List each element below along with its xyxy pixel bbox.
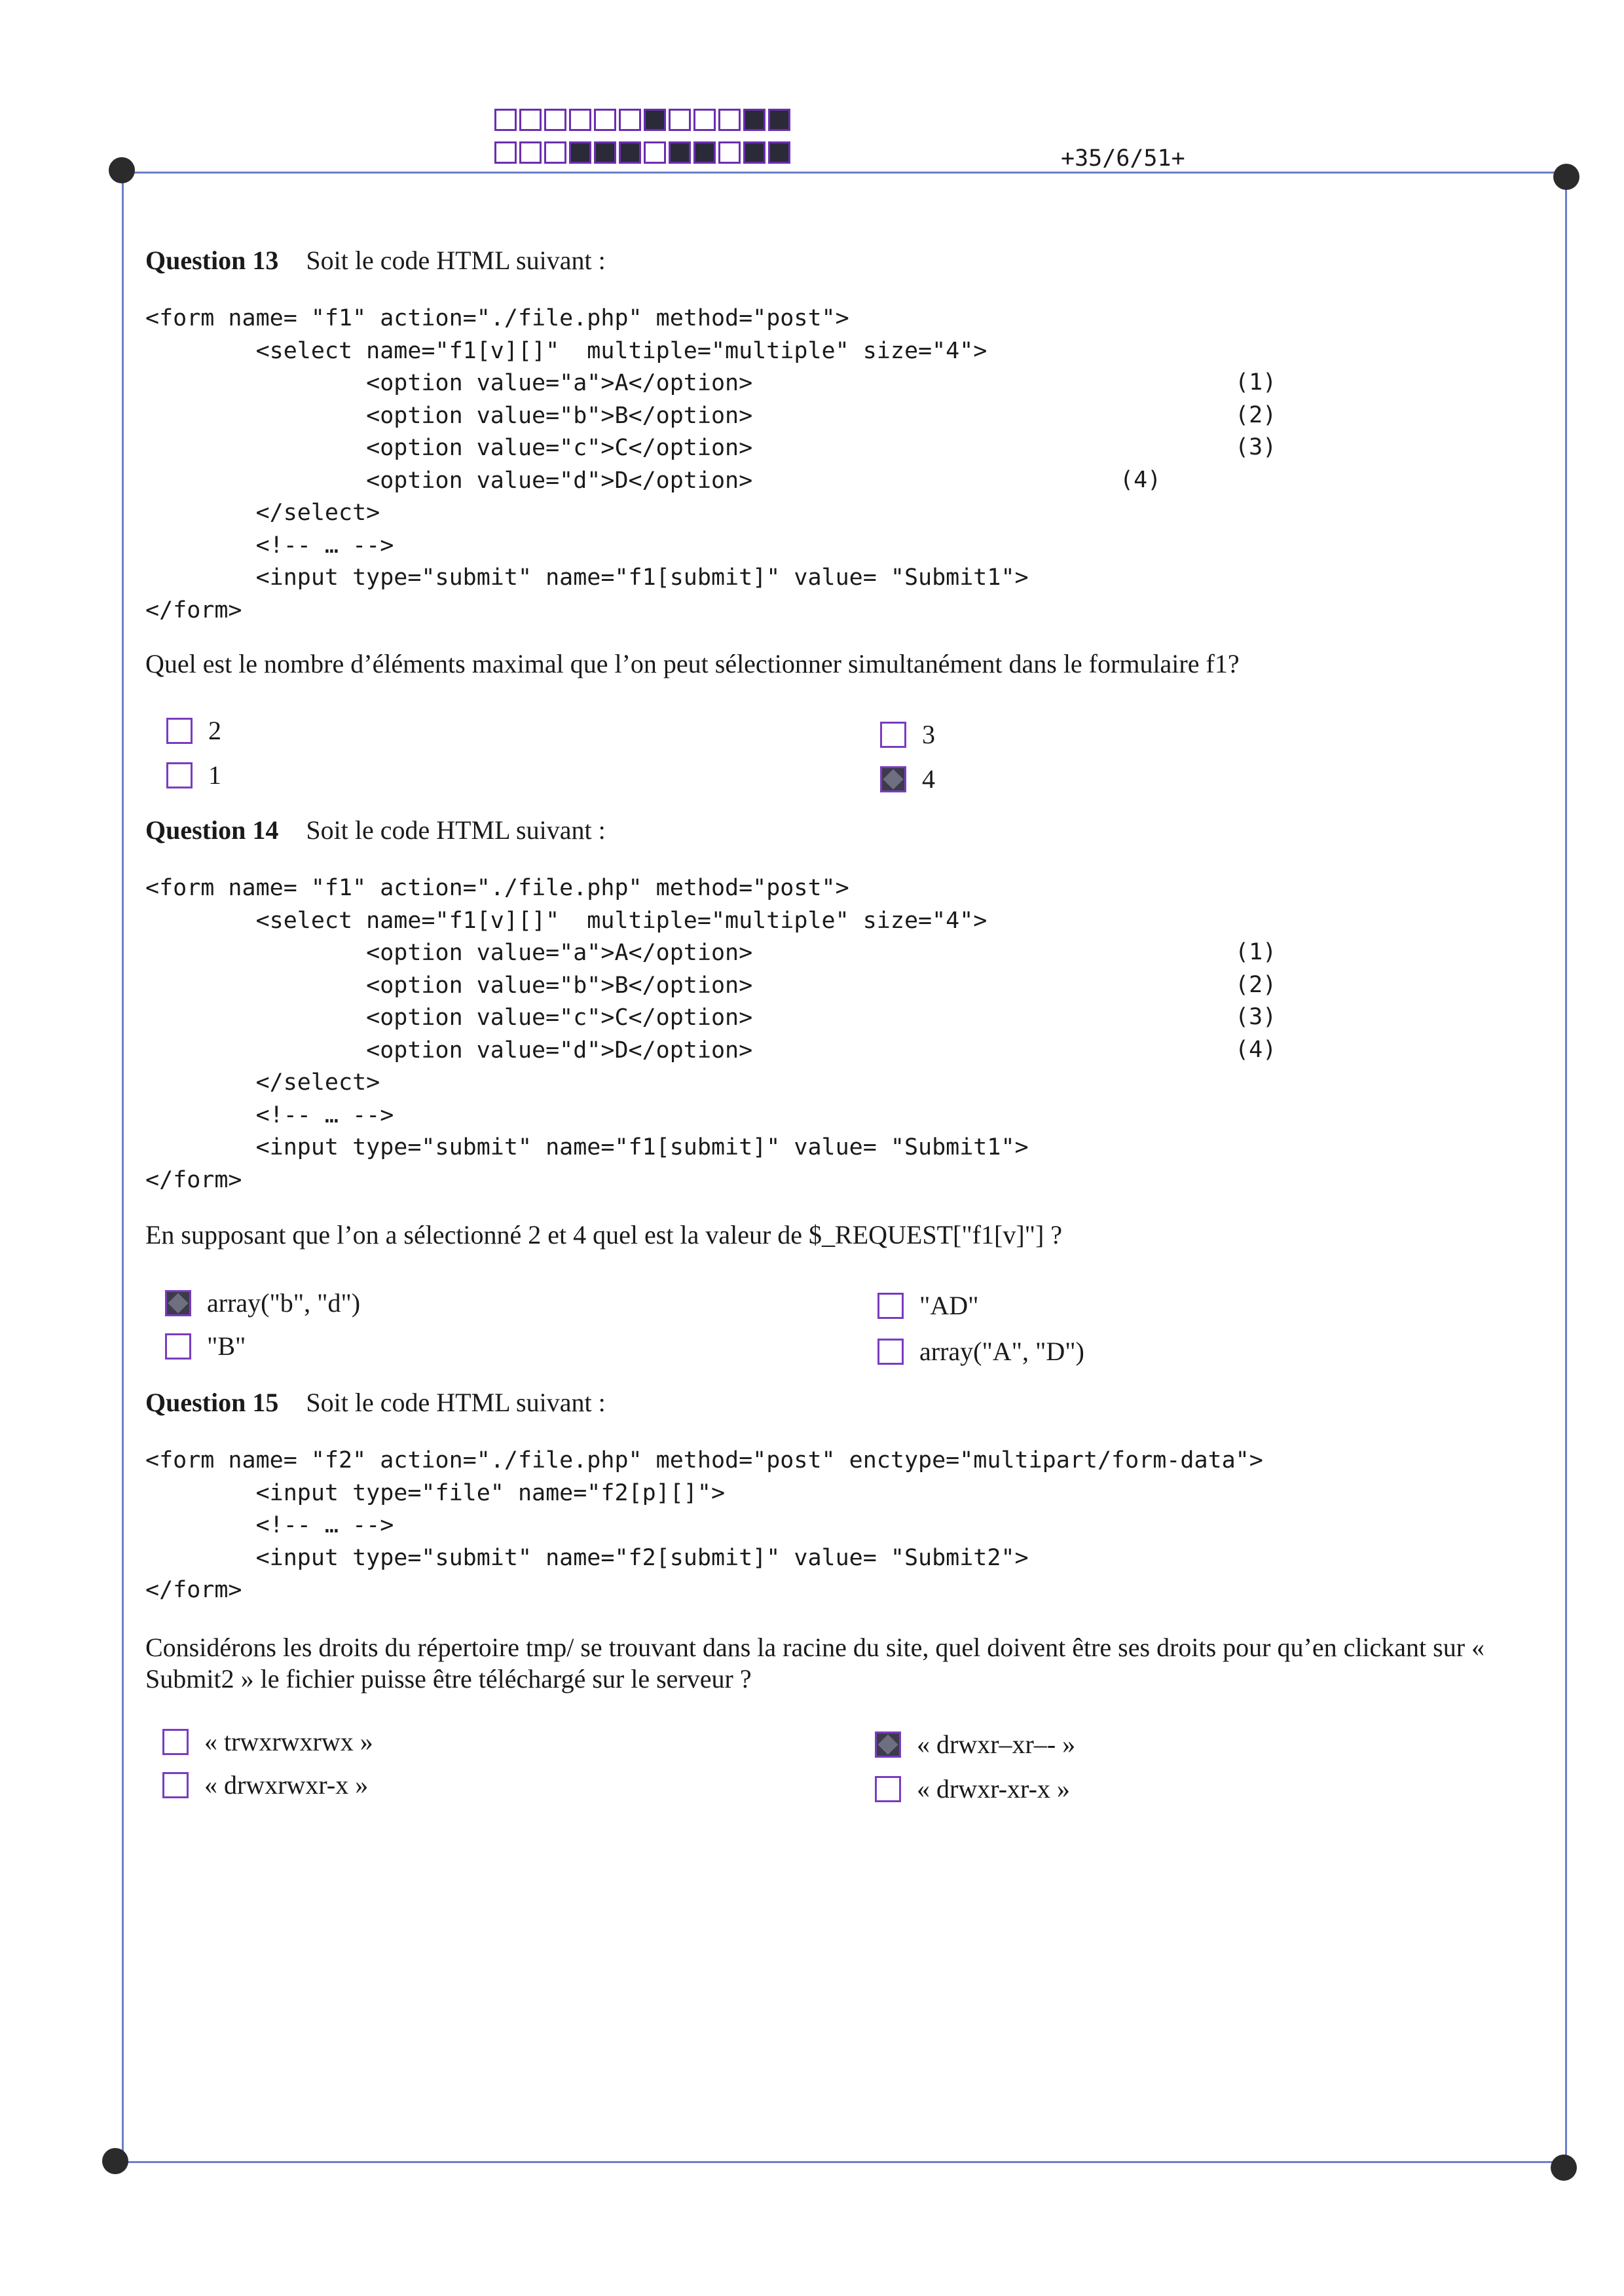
choice-q14-array-bd[interactable] [165, 1287, 360, 1318]
checkbox-icon[interactable] [165, 1333, 191, 1360]
question-intro: Soit le code HTML suivant : [306, 1388, 606, 1417]
question-intro: Soit le code HTML suivant : [306, 815, 606, 845]
choice-label: 2 [208, 716, 221, 745]
question-intro: Soit le code HTML suivant : [306, 246, 606, 275]
checked-checkbox-icon[interactable] [165, 1290, 191, 1316]
choice-label: « drwxrwxr-x » [204, 1770, 369, 1800]
choice-q15-trwxrwxrwx[interactable] [162, 1726, 373, 1757]
id-grid-cell-filled [768, 141, 790, 164]
code-line: <form name= "f2" action="./file.php" method="post" enctype="multipart/form-data"> [145, 1447, 1263, 1473]
id-grid-cell [693, 109, 716, 131]
choice-q15-drwxrwxr-x[interactable] [162, 1769, 368, 1800]
corner-mark-top-right [1553, 164, 1579, 190]
code-line: </form> [145, 597, 242, 623]
code-line: <form name= "f1" action="./file.php" method="post"> [145, 305, 849, 331]
choice-label: "AD" [919, 1291, 979, 1320]
id-grid-cell-filled [669, 141, 691, 164]
choice-q14-b[interactable] [165, 1331, 246, 1361]
code-line: <input type="submit" name="f1[submit]" value= "Submit1"> [145, 565, 1029, 591]
line-number: (1) [1235, 369, 1277, 396]
code-line: <option value="c">C</option> [145, 1005, 753, 1031]
line-number: (4) [1120, 467, 1162, 493]
id-grid-cell [669, 109, 691, 131]
question-14-header [145, 815, 606, 845]
line-number: (3) [1235, 1004, 1277, 1030]
id-grid-cell-filled [619, 141, 641, 164]
code-line: <select name="f1[v][]" multiple="multiple" size="4"> [145, 907, 987, 934]
id-grid-row-1 [494, 109, 793, 131]
code-line: <!-- … --> [145, 532, 394, 559]
choice-q13-4[interactable] [880, 764, 935, 794]
code-line: <!-- … --> [145, 1102, 394, 1128]
choice-q13-2[interactable] [166, 715, 221, 746]
id-grid-cell [644, 141, 666, 164]
checkbox-icon[interactable] [877, 1293, 904, 1319]
id-grid-cell-filled [743, 109, 766, 131]
id-grid-cell-filled [768, 109, 790, 131]
code-line: </form> [145, 1577, 242, 1603]
question-13-header [145, 245, 606, 276]
page-id: +35/6/51+ [1061, 145, 1185, 172]
code-block-q13 [145, 303, 1029, 627]
choice-q14-array-ad[interactable] [877, 1336, 1084, 1367]
id-grid-cell [494, 141, 517, 164]
choice-label: 1 [208, 760, 221, 790]
id-grid-cell-filled [693, 141, 716, 164]
id-grid-cell [544, 109, 566, 131]
frame-top-line [123, 172, 1569, 174]
code-block-q15 [145, 1445, 1263, 1607]
choice-label: « trwxrwxrwx » [204, 1727, 373, 1756]
question-14-prompt: En supposant que l’on a sélectionné 2 et 4 quel est la valeur de $_REQUEST["f1[v]"] ? [145, 1220, 1063, 1250]
choice-label: "B" [207, 1331, 246, 1361]
code-line: <option value="b">B</option> [145, 972, 753, 999]
id-grid-cell-filled [594, 141, 616, 164]
id-grid-cell-filled [569, 141, 591, 164]
checkbox-icon[interactable] [162, 1772, 189, 1798]
code-line: <option value="d">D</option> [145, 1037, 753, 1064]
code-line: </form> [145, 1166, 242, 1193]
line-number: (2) [1235, 402, 1277, 428]
choice-label: « drwxr–xr–- » [917, 1730, 1076, 1759]
code-line: <option value="a">A</option> [145, 940, 753, 966]
code-block-q14 [145, 872, 1029, 1196]
choice-q13-3[interactable] [880, 719, 935, 750]
code-line: </select> [145, 1069, 380, 1096]
choice-q15-drwxr-xr-x[interactable] [875, 1773, 1070, 1804]
code-line: <input type="file" name="f2[p][]"> [145, 1479, 726, 1506]
id-grid-cell [519, 109, 542, 131]
checkbox-icon[interactable] [875, 1776, 901, 1802]
id-grid-cell [519, 141, 542, 164]
id-grid-cell [718, 109, 741, 131]
line-number: (1) [1235, 939, 1277, 965]
checked-checkbox-icon[interactable] [880, 766, 906, 792]
line-number: (2) [1235, 972, 1277, 998]
line-number: (3) [1235, 434, 1277, 460]
code-line: <input type="submit" name="f1[submit]" value= "Submit1"> [145, 1134, 1029, 1160]
choice-label: array("b", "d") [207, 1288, 361, 1318]
checkbox-icon[interactable] [166, 718, 193, 744]
choice-q13-1[interactable] [166, 760, 221, 790]
line-number: (4) [1235, 1037, 1277, 1063]
checkbox-icon[interactable] [166, 762, 193, 788]
code-line: <option value="d">D</option> [145, 467, 753, 494]
question-number: Question 15 [145, 1388, 279, 1417]
code-line: <select name="f1[v][]" multiple="multiple" size="4"> [145, 337, 987, 364]
question-15-prompt: Considérons les droits du répertoire tmp/ se trouvant dans la racine du site, quel doivent être ses droits pour qu’en clickant sur « Submit2 » le fichier puisse être téléchargé sur le serveur ? [145, 1633, 1485, 1694]
code-line: <!-- … --> [145, 1512, 394, 1538]
choice-label: « drwxr-xr-x » [917, 1774, 1070, 1804]
id-grid-cell [544, 141, 566, 164]
question-number: Question 13 [145, 246, 279, 275]
corner-mark-top-left [109, 157, 135, 183]
choice-label: array("A", "D") [919, 1337, 1084, 1366]
code-line: <input type="submit" name="f2[submit]" value= "Submit2"> [145, 1544, 1029, 1571]
question-15-header [145, 1387, 606, 1418]
checkbox-icon[interactable] [162, 1729, 189, 1755]
id-grid-cell-filled [743, 141, 766, 164]
question-13-prompt: Quel est le nombre d’éléments maximal que l’on peut sélectionner simultanément dans le formulaire f1? [145, 649, 1240, 678]
id-grid-cell [569, 109, 591, 131]
id-grid-cell-filled [644, 109, 666, 131]
frame-left-line [122, 172, 124, 2162]
frame-right-line [1565, 173, 1567, 2162]
id-grid-cell [594, 109, 616, 131]
frame-bottom-line [115, 2161, 1564, 2163]
question-number: Question 14 [145, 815, 279, 845]
corner-mark-bottom-right [1551, 2155, 1577, 2181]
checkbox-icon[interactable] [877, 1339, 904, 1365]
id-grid-row-2 [494, 141, 793, 164]
choice-q14-ad[interactable] [877, 1290, 978, 1321]
corner-mark-bottom-left [102, 2148, 128, 2174]
id-grid-cell [718, 141, 741, 164]
choice-q15-drwxr-xr[interactable] [875, 1729, 1075, 1760]
choice-label: 3 [922, 720, 935, 749]
code-line: <form name= "f1" action="./file.php" method="post"> [145, 875, 849, 901]
code-line: </select> [145, 500, 380, 526]
code-line: <option value="a">A</option> [145, 370, 753, 396]
code-line: <option value="c">C</option> [145, 435, 753, 461]
id-grid-cell [619, 109, 641, 131]
choice-label: 4 [922, 764, 935, 794]
checkbox-icon[interactable] [880, 722, 906, 748]
checked-checkbox-icon[interactable] [875, 1731, 901, 1758]
id-grid-cell [494, 109, 517, 131]
code-line: <option value="b">B</option> [145, 402, 753, 429]
